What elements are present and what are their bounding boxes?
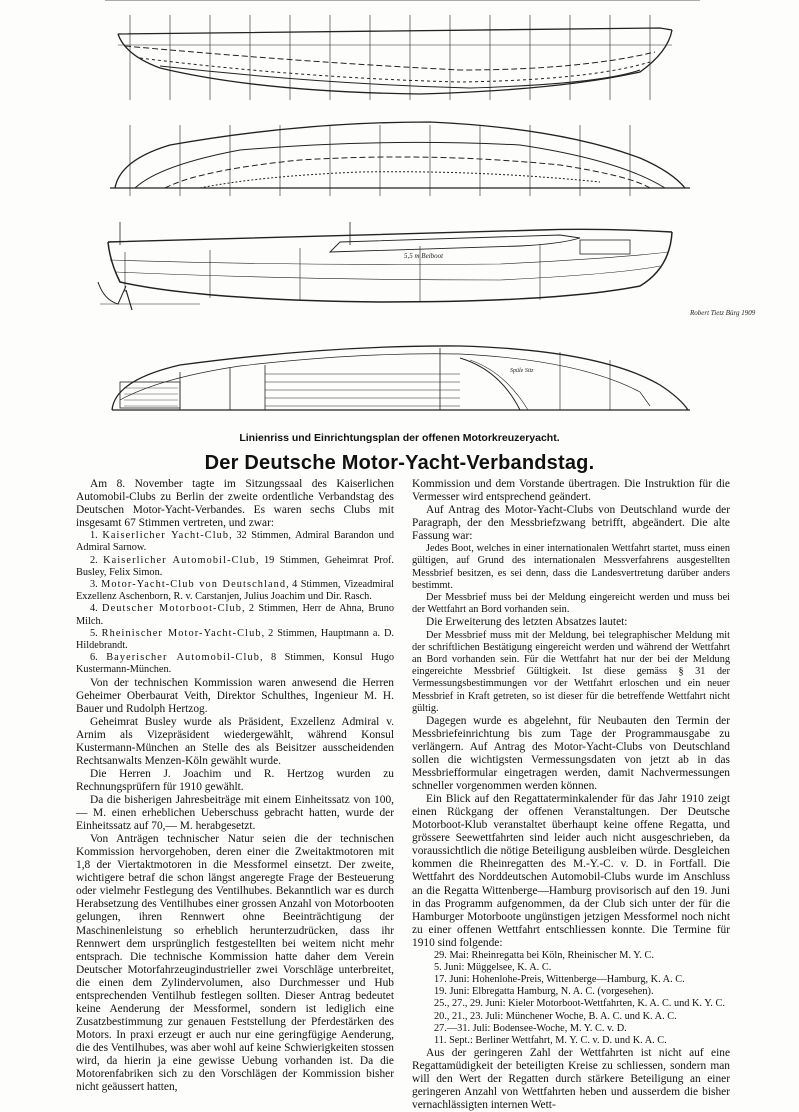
club-item: 4. Deutscher Motorboot-Club, 2 Stimmen, Herr de Ahna, Bruno Milch.	[76, 603, 395, 627]
club-item: 6. Bayerischer Automobil-Club, 8 Stimmen, Konsul Hugo Kustermann-München.	[76, 652, 394, 676]
drawing-label-galley: Spüle Sitz	[510, 368, 534, 374]
paragraph: Von der technischen Kommission waren anwesend die Herren Geheimer Oberbaurat Veith, Direktor Schulthes, Ingenieur M. H. Bauer und Rudolph Hertzog.	[76, 676, 394, 715]
schedule-item: 11. Sept.: Berliner Wettfahrt, M. Y. C. v. D. und K. A. C.	[434, 1034, 667, 1046]
quoted-rule: Der Messbrief muss mit der Meldung, bei telegraphischer Meldung mit der schriftlichen Bestätigung eingereicht werden und während der Wettfahrt an Bord vorhanden sein. Für die Wettfahrt hat nur der bei der Meldung eingereichte Messbrief Gültigkeit. Ist diese gemäss § 31 der Vermessungsbestimmungen vor der Wettfahrt erloschen und ein neuer Messbrief in Kraft getreten, so ist dieser für die betreffende Wettfahrt nicht gültig.	[412, 629, 730, 714]
side-elevation-view	[98, 222, 672, 310]
figure-caption: Linienriss und Einrichtungsplan der offenen Motorkreuzeryacht.	[239, 432, 560, 444]
drawing-label-dinghy: 5,5 m Beiboot	[404, 252, 444, 260]
quoted-rule: Der Messbrief muss bei der Meldung eingereicht werden und muss bei der Wettfahrt an Bord vorhanden sein.	[412, 592, 730, 616]
club-item: 1. Kaiserlicher Yacht-Club, 32 Stimmen, Admiral Barandon und Admiral Sarnow.	[76, 530, 394, 554]
schedule-item: 29. Mai: Rheinregatta bei Köln, Rheinischer M. Y. C.	[434, 949, 654, 961]
schedule-item: 27.—31. Juli: Bodensee-Woche, M. Y. C. v. D.	[434, 1022, 627, 1034]
club-item: 5. Rheinischer Motor-Yacht-Club, 2 Stimmen, Hauptmann a. D. Hildebrandt.	[76, 627, 394, 652]
schedule-item: 5. Juni: Müggelsee, K. A. C.	[434, 961, 552, 973]
article-title: Der Deutsche Motor-Yacht-Verbandstag.	[204, 452, 595, 474]
club-item: 2. Kaiserlicher Automobil-Club, 19 Stimmen, Geheimrat Prof. Busley, Felix Simon.	[76, 554, 394, 578]
schedule-item: 20., 21., 23. Juli: Münchener Woche, B. A. C. und K. A. C.	[434, 1010, 677, 1022]
boat-lines-drawing	[0, 0, 799, 440]
paragraph: Ein Blick auf den Regattaterminkalender für das Jahr 1910 zeigt einen Rückgang der offenen Veranstaltungen. Der Deutsche Motorboot-Klub veranstaltet überhaupt keine offene Regatta, und grössere Seewettfahrten sind leider auch nicht ausgeschrieben, da voraussichtlich die nötige Beteiligung ausbleiben würde. Desgleichen kommen die Rheinregatten des M.-Y.-C. v. D. in Fortfall. Die Wettfahrt des Norddeutschen Automobil-Clubs wurde im Anschluss an die Regatta Wittenberge—Hamburg provisorisch auf den 19. Juni in das Programm aufgenommen, da der Club sich unter der für die Hamburger Motorboote ungünstigen jetzigen Messformel noch nicht zu einer offenen Wettfahrt entschliessen konnte. Die Termine für 1910 sind folgende:	[412, 793, 730, 949]
quoted-rule: Jedes Boot, welches in einer internationalen Wettfahrt startet, muss einen gültigen, auf Grund des internationalen Messverfahrens ausgestellten Messbrief besitzen, es sei denn, dass die Landesvertretung darüber anders bestimmt.	[412, 543, 730, 591]
schedule-item: 17. Juni: Hohenlohe-Preis, Wittenberge—Hamburg, K. A. C.	[434, 974, 685, 986]
paragraph: Auf Antrag des Motor-Yacht-Clubs von Deutschland wurde der Paragraph, der den Messbriefzwang betrifft, abgeändert. Die alte Fassung war:	[412, 504, 730, 543]
paragraph: Von Anträgen technischer Natur seien die der technischen Kommission hervorgehoben, deren einer die Zweitaktmotoren mit 1,8 der Viertaktmotoren in die Messformel einsetzt. Der zweite, wichtigere betraf die schon längst angeregte Frage der Besteuerung oder vielmehr Festlegung des Ventilhubes. Bekanntlich war es durch Herabsetzung des Ventilhubes einer grossen Anzahl von Motorbooten gelungen, ihren Rennwert ohne Beeinträchtigung der Maschinenleistung so erheblich herunterzudrücken, dass ihr Rennwert dem ursprünglich festgestellten bei weitem nicht mehr entsprach. Die technische Kommission hatte daher dem Verein Deutscher Motorfahrzeugindustrieller zwei Vorschläge unterbreitet, die einen dem Zylindervolumen, also Durchmesser und Hub entsprechenden Ventilhub festlegen sollten. Dieser Antrag bedeutet keine Aenderung der Messformel, sondern ist lediglich eine Zusatzbestimmung zur genauen Feststellung der Pferdestärken des Motors. In praxi erzeugt er auch nur eine geringfügige Aenderung, die des Ventilhubes, was aber wohl auf keine Schwierigkeiten stossen wird, da hierin ja eine gewisse Uebung vorhanden ist. Da die Motorenfabriken sich zu den Vorschlägen der Kommission bisher nicht geäussert hatten,	[76, 833, 394, 1094]
schedule-item: 19. Juni: Elbregatta Hamburg, N. A. C. (vorgesehen).	[434, 986, 654, 998]
drawing-signature: Robert Tietz Bürg 1909	[690, 309, 756, 317]
club-list	[76, 530, 394, 676]
paragraph: Da die bisherigen Jahresbeiträge mit einem Einheitssatz von 100,— M. einen erheblichen Ueberschuss gebracht hatten, wurde der Einheitssatz auf 70,— M. herabgesetzt.	[76, 794, 394, 833]
paragraph: Geheimrat Busley wurde als Präsident, Exzellenz Admiral v. Arnim als Vizepräsident wiedergewählt, während Konsul Kustermann-München an Stelle des als Beisitzer ausscheidenden Rechtsanwalts Menzen-Köln gewählt wurde.	[76, 715, 394, 767]
paragraph: Kommission und dem Vorstande übertragen. Die Instruktion für die Vermesser wird entsprechend geändert.	[412, 478, 730, 504]
club-item: 3. Motor-Yacht-Club von Deutschland, 4 Stimmen, Vizeadmiral Exzellenz Aschenborn, R. v. Carstanjen, Julius Joachim und Dir. Rasch.	[76, 579, 394, 603]
paragraph: Am 8. November tagte im Sitzungssaal des Kaiserlichen Automobil-Clubs zu Berlin der zweite ordentliche Verbandstag des Deutschen Motor-Yacht-Verbandes. Es waren sechs Clubs mit insgesamt 67 Stimmen vertreten, und zwar:	[76, 478, 394, 530]
schedule-item: 25., 27., 29. Juni: Kieler Motorboot-Wettfahrten, K. A. C. und K. Y. C.	[434, 998, 725, 1010]
regatta-schedule	[412, 950, 730, 1047]
paragraph: Dagegen wurde es abgelehnt, für Neubauten den Termin der Messbriefeinrichtung bis zum Tage der Programmausgabe zu verlängern. Auf Antrag des Motor-Yacht-Clubs von Deutschland sollen die wichtigsten Vermessungsdaten von jetzt ab in das Messbriefformular eingetragen werden, damit Nachvermessungen schneller vorgenommen werden können.	[412, 714, 730, 793]
right-column	[412, 478, 730, 1112]
paragraph: Die Erweiterung des letzten Absatzes lautet:	[426, 616, 628, 629]
interior-plan-view	[112, 346, 690, 410]
half-breadth-view	[110, 122, 690, 196]
paragraph: Aus der geringeren Zahl der Wettfahrten ist nicht auf eine Regattamüdigkeit der beteiligten Kreise zu schliessen, sondern man will den Wert der Regatten durch stärkere Beteiligung an einer geringeren Anzahl von Wettfahrten heben und ausserdem die bisher vernachlässigten internen Wett-	[412, 1047, 730, 1112]
paragraph: Die Herren J. Joachim und R. Hertzog wurden zu Rechnungsprüfern für 1910 gewählt.	[76, 767, 394, 793]
left-column	[76, 478, 394, 1094]
profile-lines-view	[105, 0, 700, 100]
